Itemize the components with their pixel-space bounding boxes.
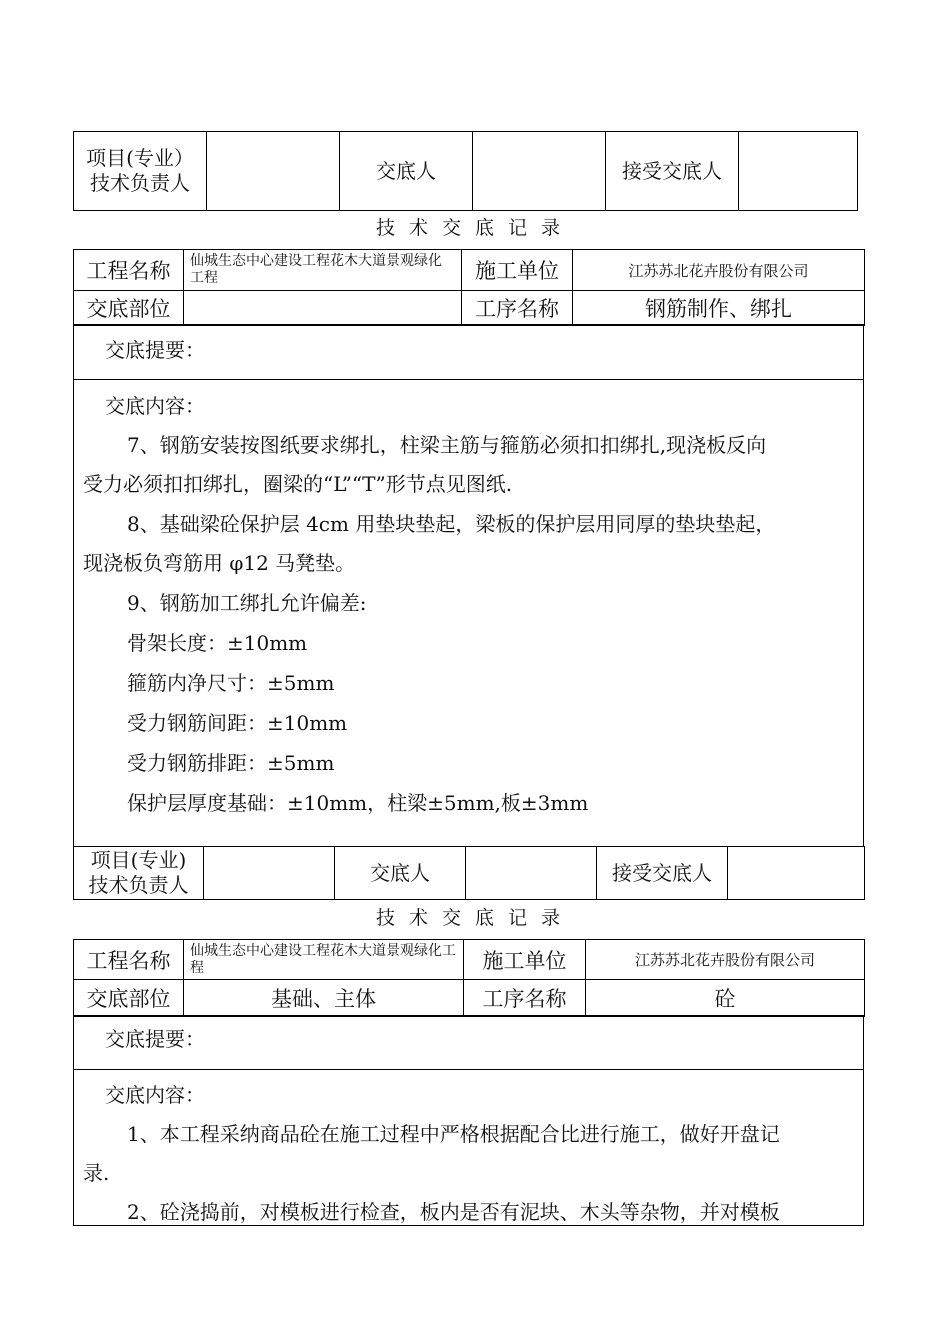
content-line: 1、本工程采纳商品砼在施工过程中严格根据配合比进行施工，做好开盘记 [127,1122,780,1146]
record-title-2: 技术交底记录 [375,907,574,929]
project-name-value: 仙城生态中心建设工程花木大道景观绿化工程 [184,940,464,980]
construction-unit-label: 施工单位 [464,940,586,980]
project-name-label: 工程名称 [74,250,184,291]
handover-person-signature[interactable] [473,132,606,211]
signoff-table-2 [73,846,865,900]
content-label-2: 交底内容： [105,1083,205,1107]
process-name-value: 砼 [586,980,865,1017]
construction-unit-label: 施工单位 [462,250,573,291]
summary-label-2: 交底提要： [105,1027,205,1051]
receiver-label: 接受交底人 [597,847,728,900]
content-line: 受力钢筋排距：±5mm [127,751,335,775]
content-line: 骨架长度：±10mm [127,631,308,655]
signoff-table-1 [73,131,858,211]
construction-unit-value: 江苏苏北花卉股份有限公司 [573,250,865,291]
summary-box-2 [73,1015,864,1070]
process-name-label: 工序名称 [464,980,586,1017]
summary-label-1: 交底提要： [105,338,205,362]
project-tech-lead-label-line2: 技术负责人 [88,873,189,897]
project-tech-lead-signature[interactable] [204,847,335,900]
handover-part-label: 交底部位 [74,291,184,326]
project-name-label: 工程名称 [74,940,184,980]
record-title-1: 技术交底记录 [375,217,574,239]
receiver-signature[interactable] [739,132,858,211]
content-box-1 [73,379,864,847]
receiver-label: 接受交底人 [606,132,739,211]
content-line: 保护层厚度基础：±10mm，柱梁±5mm,板±3mm [127,791,589,815]
project-name-value: 仙城生态中心建设工程花木大道景观绿化工程 [184,250,462,291]
record-header-table-1 [73,249,865,326]
content-line: 2、砼浇捣前，对模板进行检查，板内是否有泥块、木头等杂物，并对模板 [127,1200,780,1224]
content-box-2 [73,1069,864,1226]
construction-unit-value: 江苏苏北花卉股份有限公司 [586,940,865,980]
process-name-value: 钢筋制作、绑扎 [573,291,865,326]
handover-person-label: 交底人 [335,847,466,900]
handover-part-value [184,291,462,326]
handover-part-value: 基础、主体 [184,980,464,1017]
content-line: 受力必须扣扣绑扎，圈梁的“L”“T”形节点见图纸. [83,472,513,496]
content-label-1: 交底内容： [105,394,205,418]
handover-person-signature[interactable] [466,847,597,900]
summary-box-1 [73,324,864,380]
content-line: 录. [83,1161,110,1185]
content-line: 现浇板负弯筋用 φ12 马凳垫。 [83,551,356,575]
receiver-signature[interactable] [728,847,865,900]
process-name-label: 工序名称 [462,291,573,326]
project-tech-lead-signature[interactable] [207,132,340,211]
content-line: 箍筋内净尺寸：±5mm [127,671,335,695]
project-tech-lead-label [74,847,204,900]
content-line: 9、钢筋加工绑扎允许偏差: [127,591,367,615]
project-tech-lead-label: 项目(专业）技术负责人 [74,132,207,211]
handover-person-label: 交底人 [340,132,473,211]
content-line: 7、钢筋安装按图纸要求绑扎，柱梁主筋与箍筋必须扣扣绑扎,现浇板反向 [127,433,767,457]
project-tech-lead-label-line1: 项目(专业) [90,848,187,872]
record-header-table-2 [73,939,865,1017]
content-line: 受力钢筋间距：±10mm [127,711,348,735]
handover-part-label: 交底部位 [74,980,184,1017]
content-line: 8、基础梁砼保护层 4cm 用垫块垫起，梁板的保护层用同厚的垫块垫起， [127,512,776,536]
